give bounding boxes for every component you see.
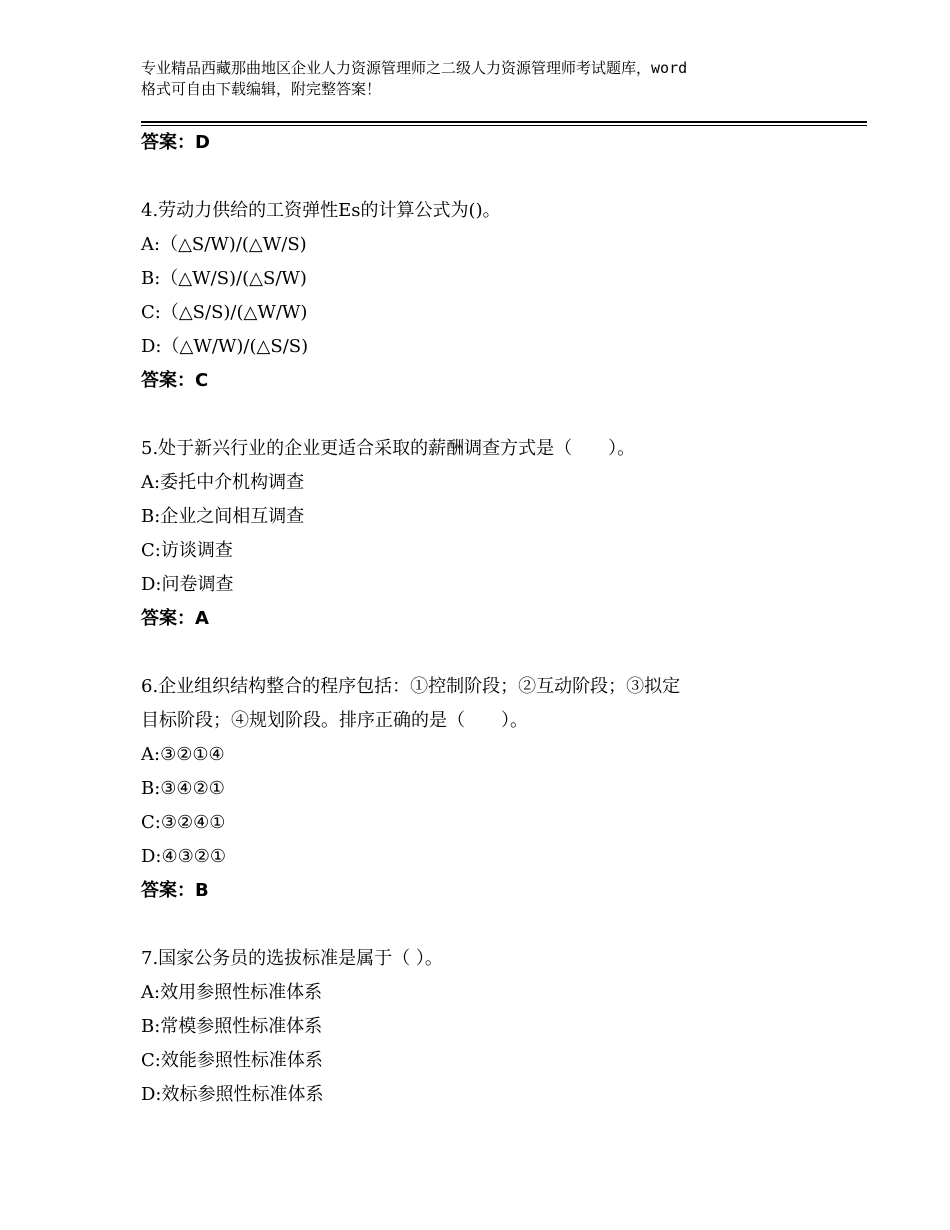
option-a: A:③②①④ [141, 744, 225, 765]
question-block [141, 194, 867, 398]
option-d: D:效标参照性标准体系 [141, 1084, 324, 1105]
option-c: C:（△S/S)/(△W/W) [141, 302, 308, 323]
question-stem: 4.劳动力供给的工资弹性Es的计算公式为()。 [141, 200, 501, 221]
header-rule-thick [141, 121, 867, 123]
answer: 答案：C [141, 370, 209, 391]
option-c: C:访谈调查 [141, 540, 233, 561]
spacer [141, 636, 867, 670]
question-stem-continued: 目标阶段；④规划阶段。排序正确的是（ ）。 [141, 710, 528, 731]
question-stem: 6.企业组织结构整合的程序包括：①控制阶段；②互动阶段；③拟定 [141, 676, 681, 697]
option-b: B:常模参照性标准体系 [141, 1016, 323, 1037]
answer: 答案：B [141, 880, 209, 901]
spacer [141, 398, 867, 432]
question-block [141, 942, 867, 1112]
option-d: D:问卷调查 [141, 574, 234, 595]
question-stem: 5.处于新兴行业的企业更适合采取的薪酬调查方式是（ ）。 [141, 438, 636, 459]
previous-answer: 答案：D [141, 132, 210, 153]
option-c: C:效能参照性标准体系 [141, 1050, 323, 1071]
option-b: B:（△W/S)/(△S/W) [141, 268, 307, 289]
option-a: A:委托中介机构调查 [141, 472, 305, 493]
option-d: D:④③②① [141, 846, 227, 867]
question-block [141, 670, 867, 908]
header-line-1: 专业精品西藏那曲地区企业人力资源管理师之二级人力资源管理师考试题库，word [141, 59, 688, 77]
answer: 答案：A [141, 608, 209, 629]
header-line-2: 格式可自由下载编辑，附完整答案！ [141, 80, 382, 98]
option-a: A:效用参照性标准体系 [141, 982, 323, 1003]
option-d: D:（△W/W)/(△S/S) [141, 336, 309, 357]
option-b: B:③④②① [141, 778, 225, 799]
question-block [141, 432, 867, 636]
spacer [141, 908, 867, 942]
option-a: A:（△S/W)/(△W/S) [141, 234, 307, 255]
page-header [141, 58, 841, 100]
question-list [141, 126, 867, 1112]
option-b: B:企业之间相互调查 [141, 506, 305, 527]
option-c: C:③②④① [141, 812, 226, 833]
spacer [141, 160, 867, 194]
question-stem: 7.国家公务员的选拔标准是属于（ ）。 [141, 948, 443, 969]
